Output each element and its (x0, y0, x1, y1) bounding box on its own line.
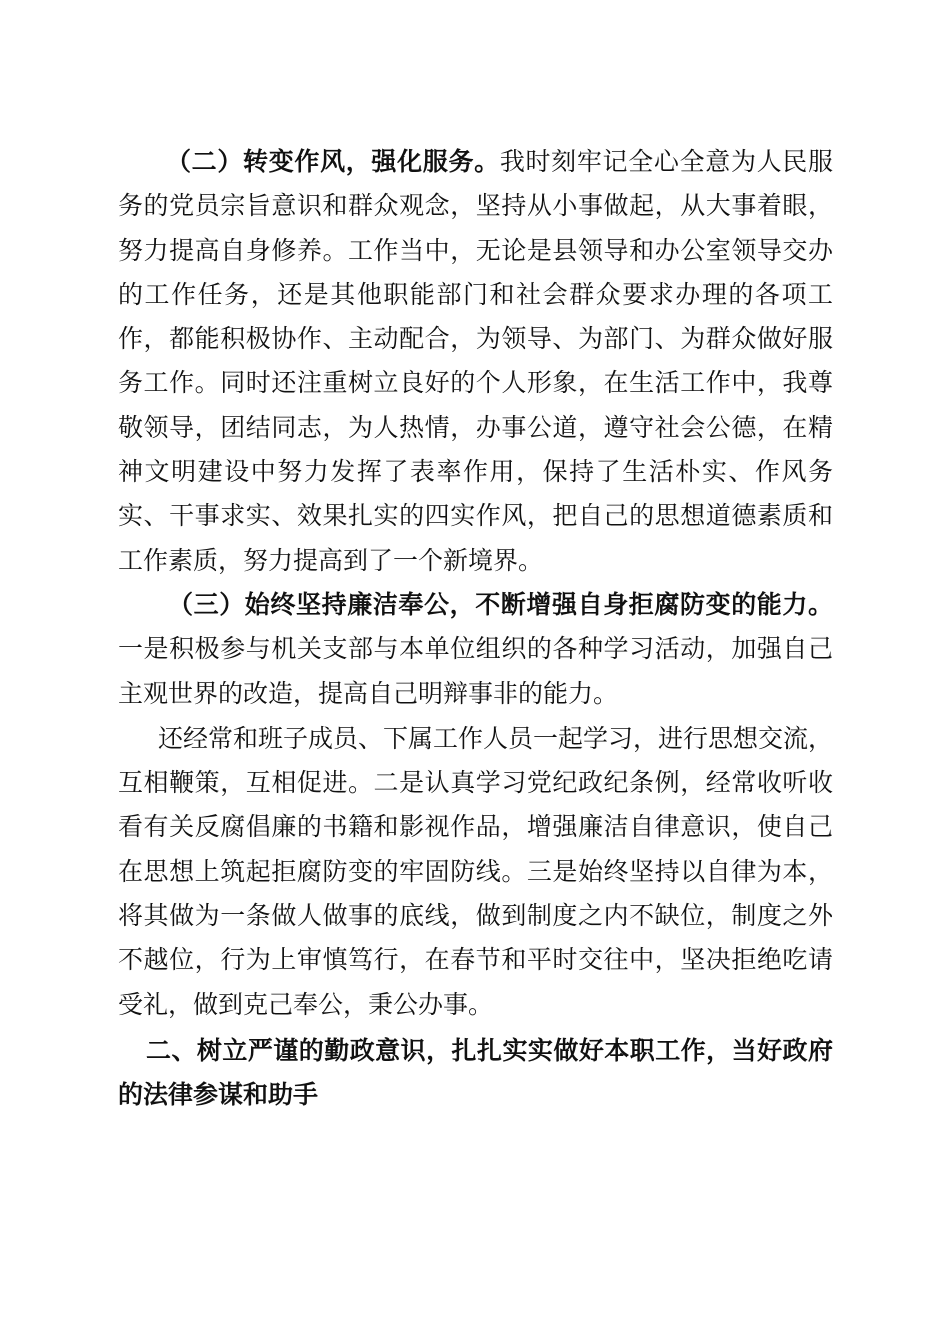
paragraph-lead: （三）始终坚持廉洁奉公，不断增强自身拒腐防变的能力。 (168, 589, 833, 619)
paragraph-service (118, 140, 833, 583)
paragraph-lead: （二）转变作风，强化服务。 (166, 147, 500, 176)
paragraph-integrity (118, 583, 833, 716)
document-body (118, 140, 833, 1118)
section-heading: 二、树立严谨的勤政意识，扎扎实实做好本职工作，当好政府的法律参谋和助手 (118, 1035, 833, 1110)
paragraph-text: 还经常和班子成员、下属工作人员一起学习，进行思想交流，互相鞭策，互相促进。二是认真学习党纪政纪条例，经常收听收看有关反腐倡廉的书籍和影视作品，增强廉洁自律意识，使自己在思想上筑起拒腐防变的牢固防线。三是始终坚持以自律为本，将其做为一条做人做事的底线，做到制度之内不缺位，制度之外不越位，行为上审慎笃行，在春节和平时交往中，坚决拒绝吃请受礼，做到克己奉公，秉公办事。 (118, 723, 834, 1019)
paragraph-study (118, 717, 833, 1027)
paragraph-text: 我时刻牢记全心全意为人民服务的党员宗旨意识和群众观念，坚持从小事做起，从大事着眼，努力提高自身修养。工作当中，无论是县领导和办公室领导交办的工作任务，还是其他职能部门和社会群众要求办理的各项工作，都能积极协作、主动配合，为领导、为部门、为群众做好服务工作。同时还注重树立良好的个人形象，在生活工作中，我尊敬领导，团结同志，为人热情，办事公道，遵守社会公德，在精神文明建设中努力发挥了表率作用，保持了生活朴实、作风务实、干事求实、效果扎实的四实作风，把自己的思想道德素质和工作素质，努力提高到了一个新境界。 (118, 147, 833, 575)
paragraph-text: 一是积极参与机关支部与本单位组织的各种学习活动，加强自己主观世界的改造，提高自己明辩事非的能力。 (118, 634, 833, 708)
